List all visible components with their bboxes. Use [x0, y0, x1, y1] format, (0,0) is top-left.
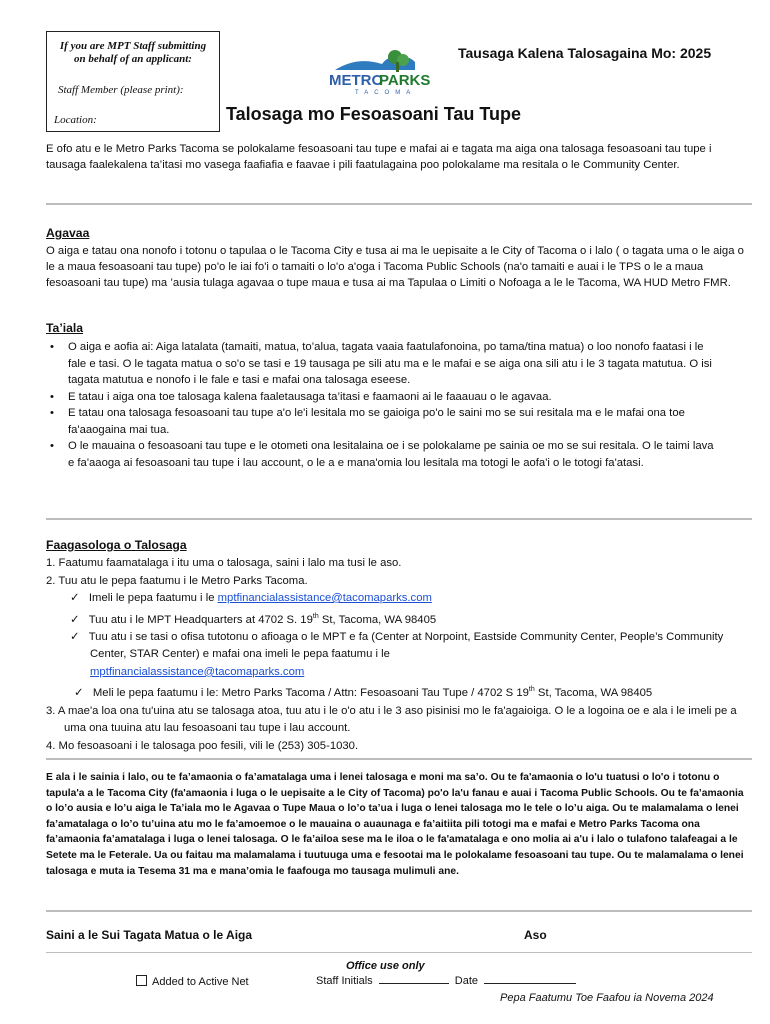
submit-option-mail — [46, 681, 751, 702]
community-center-email — [46, 664, 751, 682]
list-item: • O aiga e aofia ai: Aiga latalata (tamaiti, matua, to’alua, tagata vaaia faatulafonoina, po tama/tina matua) o loo nonofo faatasi i le fale e tasi. O le tagata matua o so'o se tasi e 19 tausaga pe sili atu ma e le mafai e se aiga ona sili atu i le 3 tagata matutua. O isi tagata matutua e nonofo i le fale e tasi e mafai ona talosaga eseese. — [46, 339, 716, 389]
option-text: St, Tacoma, WA 98405 — [534, 687, 653, 700]
step-1: 1. Faatumu faamatalaga i itu uma o talosaga, saini i lalo ma tusi le aso. — [46, 557, 402, 569]
option-text: Tuu atu i le MPT Headquarters at 4702 S. 19 — [88, 613, 313, 626]
step-4: 4. Mo fesoasoani i le talosaga poo fesili, vili le (253) 305-1030. — [46, 739, 359, 752]
staff-info-box — [46, 31, 220, 132]
guidelines-heading: Ta’iala — [46, 321, 84, 335]
svg-text:PARKS: PARKS — [379, 72, 431, 89]
submit-option-email — [46, 590, 751, 608]
submit-option-headquarters — [46, 608, 751, 629]
staff-initials-label: Staff Initials — [316, 975, 373, 987]
signature-label: Saini a le Sui Tagata Matua o le Aiga — [46, 928, 253, 942]
check-icon: ✓ — [70, 613, 80, 626]
office-date-label: Date — [454, 975, 479, 987]
office-date-line[interactable] — [484, 983, 576, 984]
staff-member-label: Staff Member (please print): — [58, 84, 184, 96]
option-text: St, Tacoma, WA 98405 — [318, 613, 437, 626]
metro-parks-logo — [327, 48, 439, 96]
staff-initials-line[interactable] — [379, 983, 449, 984]
guidelines-list — [46, 339, 716, 471]
step-2: 2. Tuu atu le pepa faatumu i le Metro Parks Tacoma. — [46, 574, 308, 587]
calendar-year-label: Tausaga Kalena Talosagaina Mo: 2025 — [458, 45, 712, 61]
divider — [46, 910, 752, 912]
signature-line — [46, 952, 752, 953]
check-icon: ✓ — [74, 687, 84, 700]
office-use-heading: Office use only — [346, 960, 425, 972]
eligibility-heading: Agavaa — [46, 226, 90, 240]
divider — [46, 203, 752, 205]
svg-text:METRO: METRO — [329, 72, 384, 89]
list-item: • E tatau ona talosaga fesoasoani tau tupe a'o le'i lesitala mo se gaioiga po'o le saini mo se sui resitala ma e le mafai ona toe fa'aaogaina mai tua. — [46, 405, 716, 438]
check-icon: ✓ — [70, 592, 80, 604]
page-title: Talosaga mo Fesoasoani Tau Tupe — [226, 104, 522, 124]
option-text: Imeli le pepa faatumu i le — [88, 592, 218, 604]
location-label: Location: — [54, 114, 97, 126]
added-label: Added to Active Net — [152, 976, 249, 988]
option-text: Meli le pepa faatumu i le: Metro Parks Tacoma / Attn: Fesoasoani Tau Tupe / 4702 S 19 — [92, 687, 529, 700]
divider — [46, 518, 752, 520]
email-link[interactable]: mptfinancialassistance@tacomaparks.com — [217, 592, 432, 604]
eligibility-text: O aiga e tatau ona nonofo i totonu o tapulaa o le Tacoma City e tusa ai ma le uepisaite a le City of Tacoma o i lalo ( o tagata uma o le aiga o le a maua fesoasoani tau tupe) po'o le iai fo'i o tamaiti o lo'o a'oga i Tacoma Public Schools (na'o tamaiti e auai i le TPS o le a maua fesoasoani tau tupe) ma ’ausia tulaga agavaa o tupe maua e tusa ai ma Tapulaa o Limiti o Nofoaga a le le Tacoma, WA HUD Metro FMR. — [46, 245, 744, 289]
revision-footer: Pepa Faatumu Toe Faafou ia Novema 2024 — [500, 992, 714, 1004]
check-icon: ✓ — [70, 630, 80, 643]
divider — [46, 758, 752, 760]
certification-statement: E ala i le sainia i lalo, ou te fa’amaonia o fa’amatalaga uma i lenei talosaga e moni ma sa’o. Ou te fa'amaonia o lo'u tuatusi o lo'o i totonu o tapula'a a le Tacoma City (fa'amaonia i luga o le uepisaite a le City of Tacoma) po'o la'u fanau e auai i Tacoma Public Schools. Ou te fa’amaonia o lo’o ausia e lo’u aiga le Ta’iala mo le Agavaa o Tupe Maua o lo’o ta’ua i luga o lenei talosaga mo le tele o lo’u aiga. Ou te malamalama o lenei fa’amatalaga o lo’o tu’uina atu mo le fa’amoemoe o le mauaina o auaunaga e fa’aitiita pili totogi ma e mafai e Metro Parks Tacoma ona fa’amaonia fa’amatalaga i luga o lenei talosaga. O le fa’ailoa sese ma le iloa o le fa'amatalaga e ono molia ai a'u i lalo o tulafono talafeagai a le Setete ma le Feterale. Ua ou faitau ma malamalama i tuutuuga uma e fesootai ma le polokalame fesoasoani tau tupe. Ou te malamalama o lenei talosaga e muta ia Tesema 31 ma e mana’omia le faafouga mo tausaga mulimuli ane. — [46, 772, 744, 877]
added-checkbox[interactable] — [136, 975, 147, 986]
option-text: Tuu atu i se tasi o ofisa tutotonu o afioaga o le MPT e fa (Center at Norpoint, Eastside Community Center, People’s Community Center, STAR Center) e mafai ona imeli le pepa faatumu i le — [88, 630, 724, 661]
date-label: Aso — [524, 928, 547, 942]
submit-option-community-center — [46, 629, 751, 664]
step-3: 3. A mae'a loa ona tu'uina atu se talosaga atoa, tuu atu i le o'o atu i le 3 aso pisinisi mo le fa'agaioiga. O le a logoina oe e ala i le imeli pe a uma ona tuuina atu lau fesoasoani tau tupe i lau account. — [46, 704, 737, 735]
list-item: • E tatau i aiga ona toe talosaga kalena faaletausaga ta’itasi e faamaoni ai le faaauau o le agavaa. — [46, 389, 716, 406]
intro-paragraph: E ofo atu e le Metro Parks Tacoma se polokalame fesoasoani tau tupe e mafai ai e tagata ma aiga ona talosaga fesoasoani tau tupe i tausaga faalekalena ta’itasi mo vasega faafiafia e faavae i pili faatulagaina poo polokalame ma resitala o le Community Center. — [46, 143, 712, 171]
list-item: • O le mauaina o fesoasoani tau tupe e le otometi ona lesitalaina oe i se polokalame pe sainia oe mo se sui resitala. O le taimi lava e fa'aaoga ai fesoasoani tau tupe i lau account, o le a e mana'omia lou lesitala ma totogi le aofa'i o le totogi fa'atasi. — [46, 438, 716, 471]
added-to-active-net — [136, 975, 249, 988]
email-link[interactable]: mptfinancialassistance@tacomaparks.com — [90, 665, 305, 678]
staff-initials — [316, 975, 576, 987]
process-heading: Faagasologa o Talosaga — [46, 538, 187, 552]
process-steps — [46, 555, 751, 755]
ordinal-suffix: th — [312, 612, 319, 620]
svg-text:TACOMA: TACOMA — [355, 90, 417, 96]
staff-box-heading: If you are MPT Staff submitting on behalf of an applicant: — [59, 40, 207, 65]
ordinal-suffix: th — [528, 686, 535, 694]
